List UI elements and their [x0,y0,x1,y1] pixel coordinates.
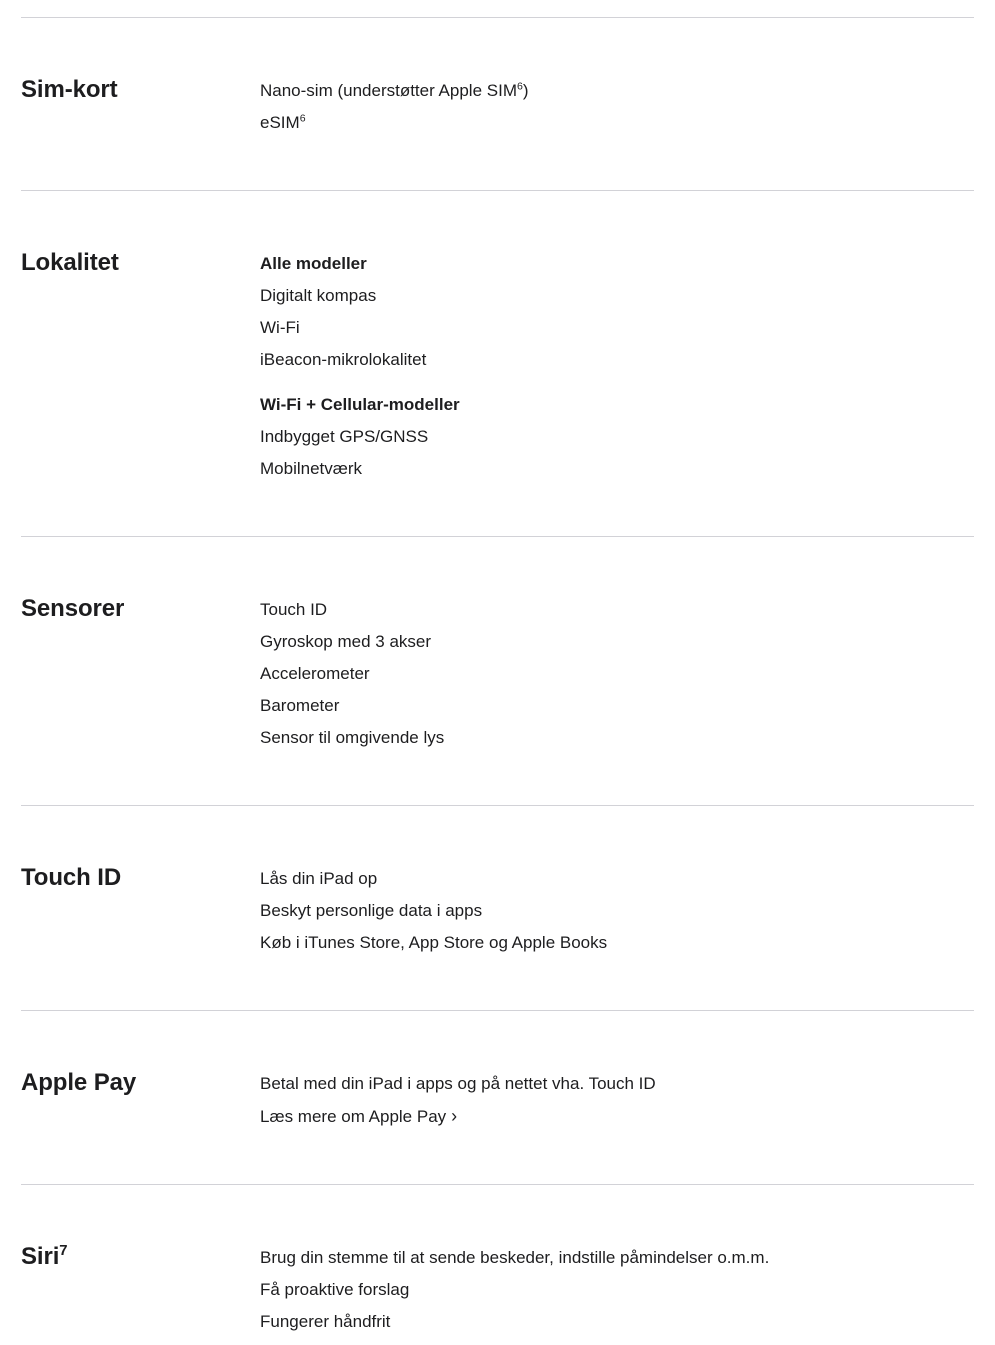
section-values [260,1069,974,1129]
spec-value [260,597,974,622]
text-segment: Lokalitet [21,249,119,276]
spec-group-label [260,251,974,276]
spec-value [260,283,974,308]
text-segment: Wi-Fi + Cellular-modeller [260,395,460,414]
spec-section-lokalitet [21,190,974,536]
text-segment: Sensorer [21,595,125,622]
spec-value [260,1277,974,1302]
section-heading [21,1069,260,1129]
text-segment: Touch ID [21,864,122,891]
spec-value [260,456,974,481]
text-segment: Gyroskop med 3 akser [260,632,432,651]
text-segment: Fungerer håndfrit [260,1312,391,1331]
spec-value [260,1245,974,1270]
section-heading [21,595,260,750]
superscript-footnote: 6 [516,80,523,93]
section-heading [21,864,260,955]
text-segment: Nano-sim (understøtter Apple SIM [260,81,517,100]
spec-value [260,315,974,340]
text-segment: Lås din iPad op [260,869,378,888]
superscript-footnote: 7 [59,1243,68,1259]
text-segment: Sensor til omgivende lys [260,728,445,747]
spec-value [260,725,974,750]
section-values [260,1243,974,1334]
spec-value [260,661,974,686]
text-segment: Læs mere om Apple Pay [260,1107,447,1126]
spec-value [260,1309,974,1334]
text-segment: Accelerometer [260,664,370,683]
section-heading [21,1243,260,1334]
text-segment: Betal med din iPad i apps og på nettet vha. Touch ID [260,1074,656,1093]
text-segment: Få proaktive forslag [260,1280,410,1299]
text-segment: Mobilnetværk [260,459,363,478]
spec-section-siri [21,1184,974,1345]
text-segment: Siri [21,1243,60,1270]
section-values [260,76,974,135]
text-segment: Touch ID [260,600,328,619]
apple-pay-learn-more-link[interactable] [260,1104,974,1129]
section-values [260,595,974,750]
section-values [260,249,974,481]
text-segment: Indbygget GPS/GNSS [260,427,429,446]
spec-value [260,898,974,923]
text-segment: Køb i iTunes Store, App Store og Apple Books [260,933,608,952]
text-segment: Digitalt kompas [260,286,377,305]
superscript-footnote: 6 [299,112,306,125]
spec-section-apple-pay [21,1010,974,1184]
text-segment: Wi-Fi [260,318,300,337]
spec-value [260,78,974,103]
spec-value [260,1071,974,1096]
spec-section-sensorer [21,536,974,805]
spec-value [260,930,974,955]
spec-value [260,347,974,372]
text-segment: Alle modeller [260,254,367,273]
spec-group-label [260,392,974,417]
spec-section-touch-id [21,805,974,1010]
text-segment: iBeacon-mikrolokalitet [260,350,427,369]
chevron-right-icon: › [451,1106,458,1126]
spec-value [260,693,974,718]
text-segment: Brug din stemme til at sende beskeder, indstille påmindelser o.m.m. [260,1248,770,1267]
text-segment: Sim-kort [21,76,118,103]
section-values [260,864,974,955]
spec-value [260,629,974,654]
text-segment: Barometer [260,696,340,715]
spec-section-sim-kort [21,17,974,190]
spec-value [260,866,974,891]
text-segment: ) [522,81,529,100]
spec-value [260,424,974,449]
section-heading [21,249,260,481]
text-segment: Apple Pay [21,1069,137,1096]
text-segment: eSIM [260,113,300,132]
section-heading [21,76,260,135]
text-segment: Beskyt personlige data i apps [260,901,483,920]
spec-value [260,110,974,135]
